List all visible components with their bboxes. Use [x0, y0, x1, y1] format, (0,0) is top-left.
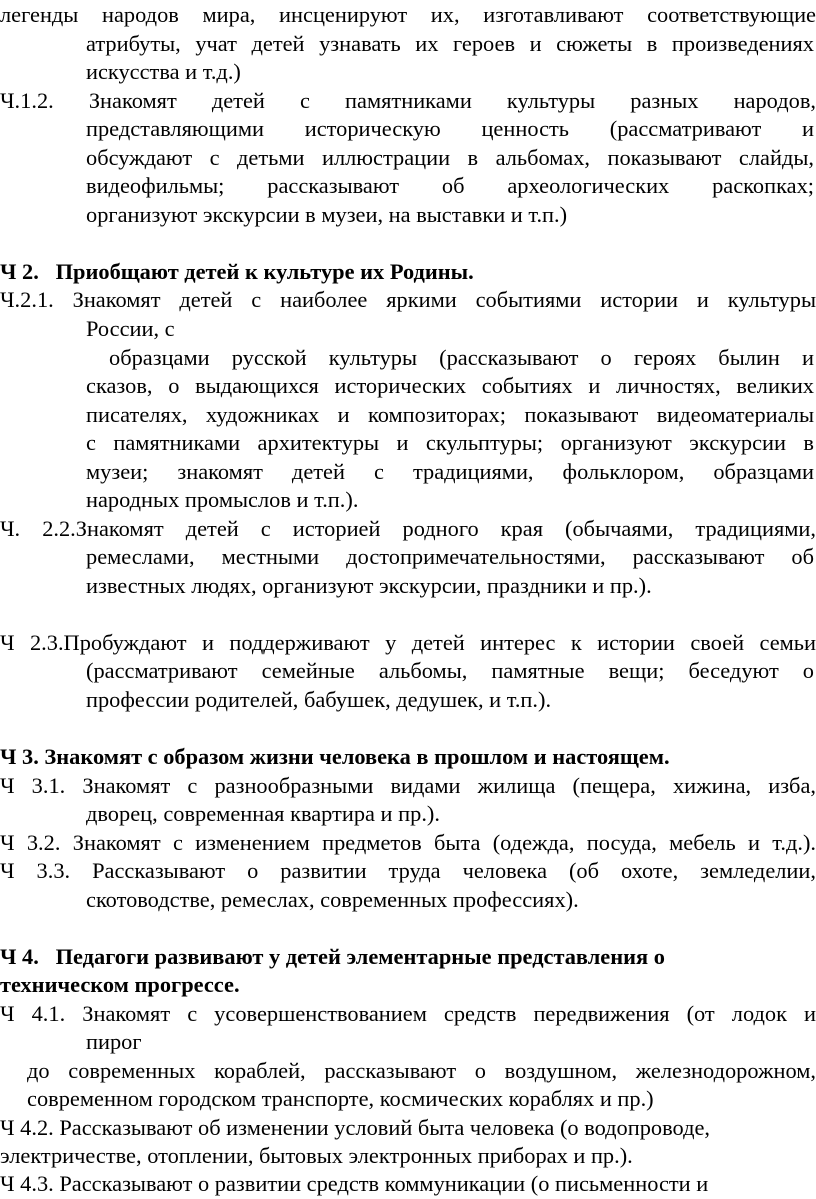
text-line: организуют экскурсии в музеи, на выставки и т.п.): [86, 202, 568, 227]
text-line: музеи; знакомят детей с традициями, фольклором, образцами: [86, 459, 814, 484]
text-line: России, с: [86, 316, 175, 341]
text-line: Ч 4.1. Знакомят с усовершенствованием средств передвижения (от лодок и: [0, 1001, 816, 1026]
text-line: Ч.1.2. Знакомят детей с памятниками культуры разных народов,: [0, 88, 816, 113]
text-line: пирог: [86, 1029, 142, 1054]
text-line: до современных кораблей, рассказывают о воздушном, железнодорожном,: [27, 1058, 816, 1083]
text-line: обсуждают с детьми иллюстрации в альбомах, показывают слайды,: [86, 145, 814, 170]
text-line: Ч 3.2. Знакомят с изменением предметов быта (одежда, посуда, мебель и т.д.).: [0, 830, 816, 855]
section-heading: Ч 2. Приобщают детей к культуре их Родины.: [0, 259, 474, 284]
text-line: атрибуты, учат детей узнавать их героев и сюжеты в произведениях: [86, 31, 814, 56]
text-line: образцами русской культуры (рассказывают о героях былин и: [109, 345, 814, 370]
text-line: искусства и т.д.): [86, 59, 241, 84]
text-line: Ч.2.1. Знакомят детей с наиболее яркими событиями истории и культуры: [0, 287, 816, 312]
text-line: Ч 2.3.Пробуждают и поддерживают у детей интерес к истории своей семьи: [0, 630, 816, 655]
text-line: Ч 3.1. Знакомят с разнообразными видами жилища (пещера, хижина, изба,: [0, 773, 816, 798]
text-line: писателях, художниках и композиторах; показывают видеоматериалы: [86, 402, 814, 427]
text-line: электричестве, отоплении, бытовых электронных приборах и пр.).: [0, 1143, 633, 1168]
text-line: скотоводстве, ремеслах, современных профессиях).: [86, 887, 579, 912]
text-line: Ч. 2.2.Знакомят детей с историей родного края (обычаями, традициями,: [0, 516, 816, 541]
text-line: (рассматривают семейные альбомы, памятные вещи; беседуют о: [86, 658, 814, 683]
text-line: Ч 3.3. Рассказывают о развитии труда человека (об охоте, земледелии,: [0, 858, 816, 883]
section-heading-continued: техническом прогрессе.: [0, 972, 240, 997]
text-line: сказов, о выдающихся исторических событиях и личностях, великих: [86, 373, 814, 398]
text-line: Ч 4.3. Рассказывают о развитии средств коммуникации (о письменности и: [0, 1171, 709, 1196]
text-line: представляющими историческую ценность (рассматривают и: [86, 116, 814, 141]
text-line: известных людях, организуют экскурсии, праздники и пр.).: [86, 573, 652, 598]
text-line: с памятниками архитектуры и скульптуры; организуют экскурсии в: [86, 430, 814, 455]
text-line: народных промыслов и т.п.).: [86, 487, 359, 512]
text-line: легенды народов мира, инсценируют их, изготавливают соответствующие: [0, 2, 816, 27]
text-line: профессии родителей, бабушек, дедушек, и т.п.).: [86, 687, 552, 712]
text-line: Ч 4.2. Рассказывают об изменении условий быта человека (о водопроводе,: [0, 1115, 711, 1140]
section-heading: Ч 3. Знакомят с образом жизни человека в прошлом и настоящем.: [0, 744, 670, 769]
text-line: видеофильмы; рассказывают об археологических раскопках;: [86, 173, 814, 198]
text-line: ремеслами, местными достопримечательностями, рассказывают об: [86, 544, 814, 569]
text-line: дворец, современная квартира и пр.).: [86, 801, 440, 826]
section-heading: Ч 4. Педагоги развивают у детей элементарные представления о: [0, 944, 665, 969]
text-line: современном городском транспорте, космических кораблях и пр.): [27, 1086, 654, 1111]
